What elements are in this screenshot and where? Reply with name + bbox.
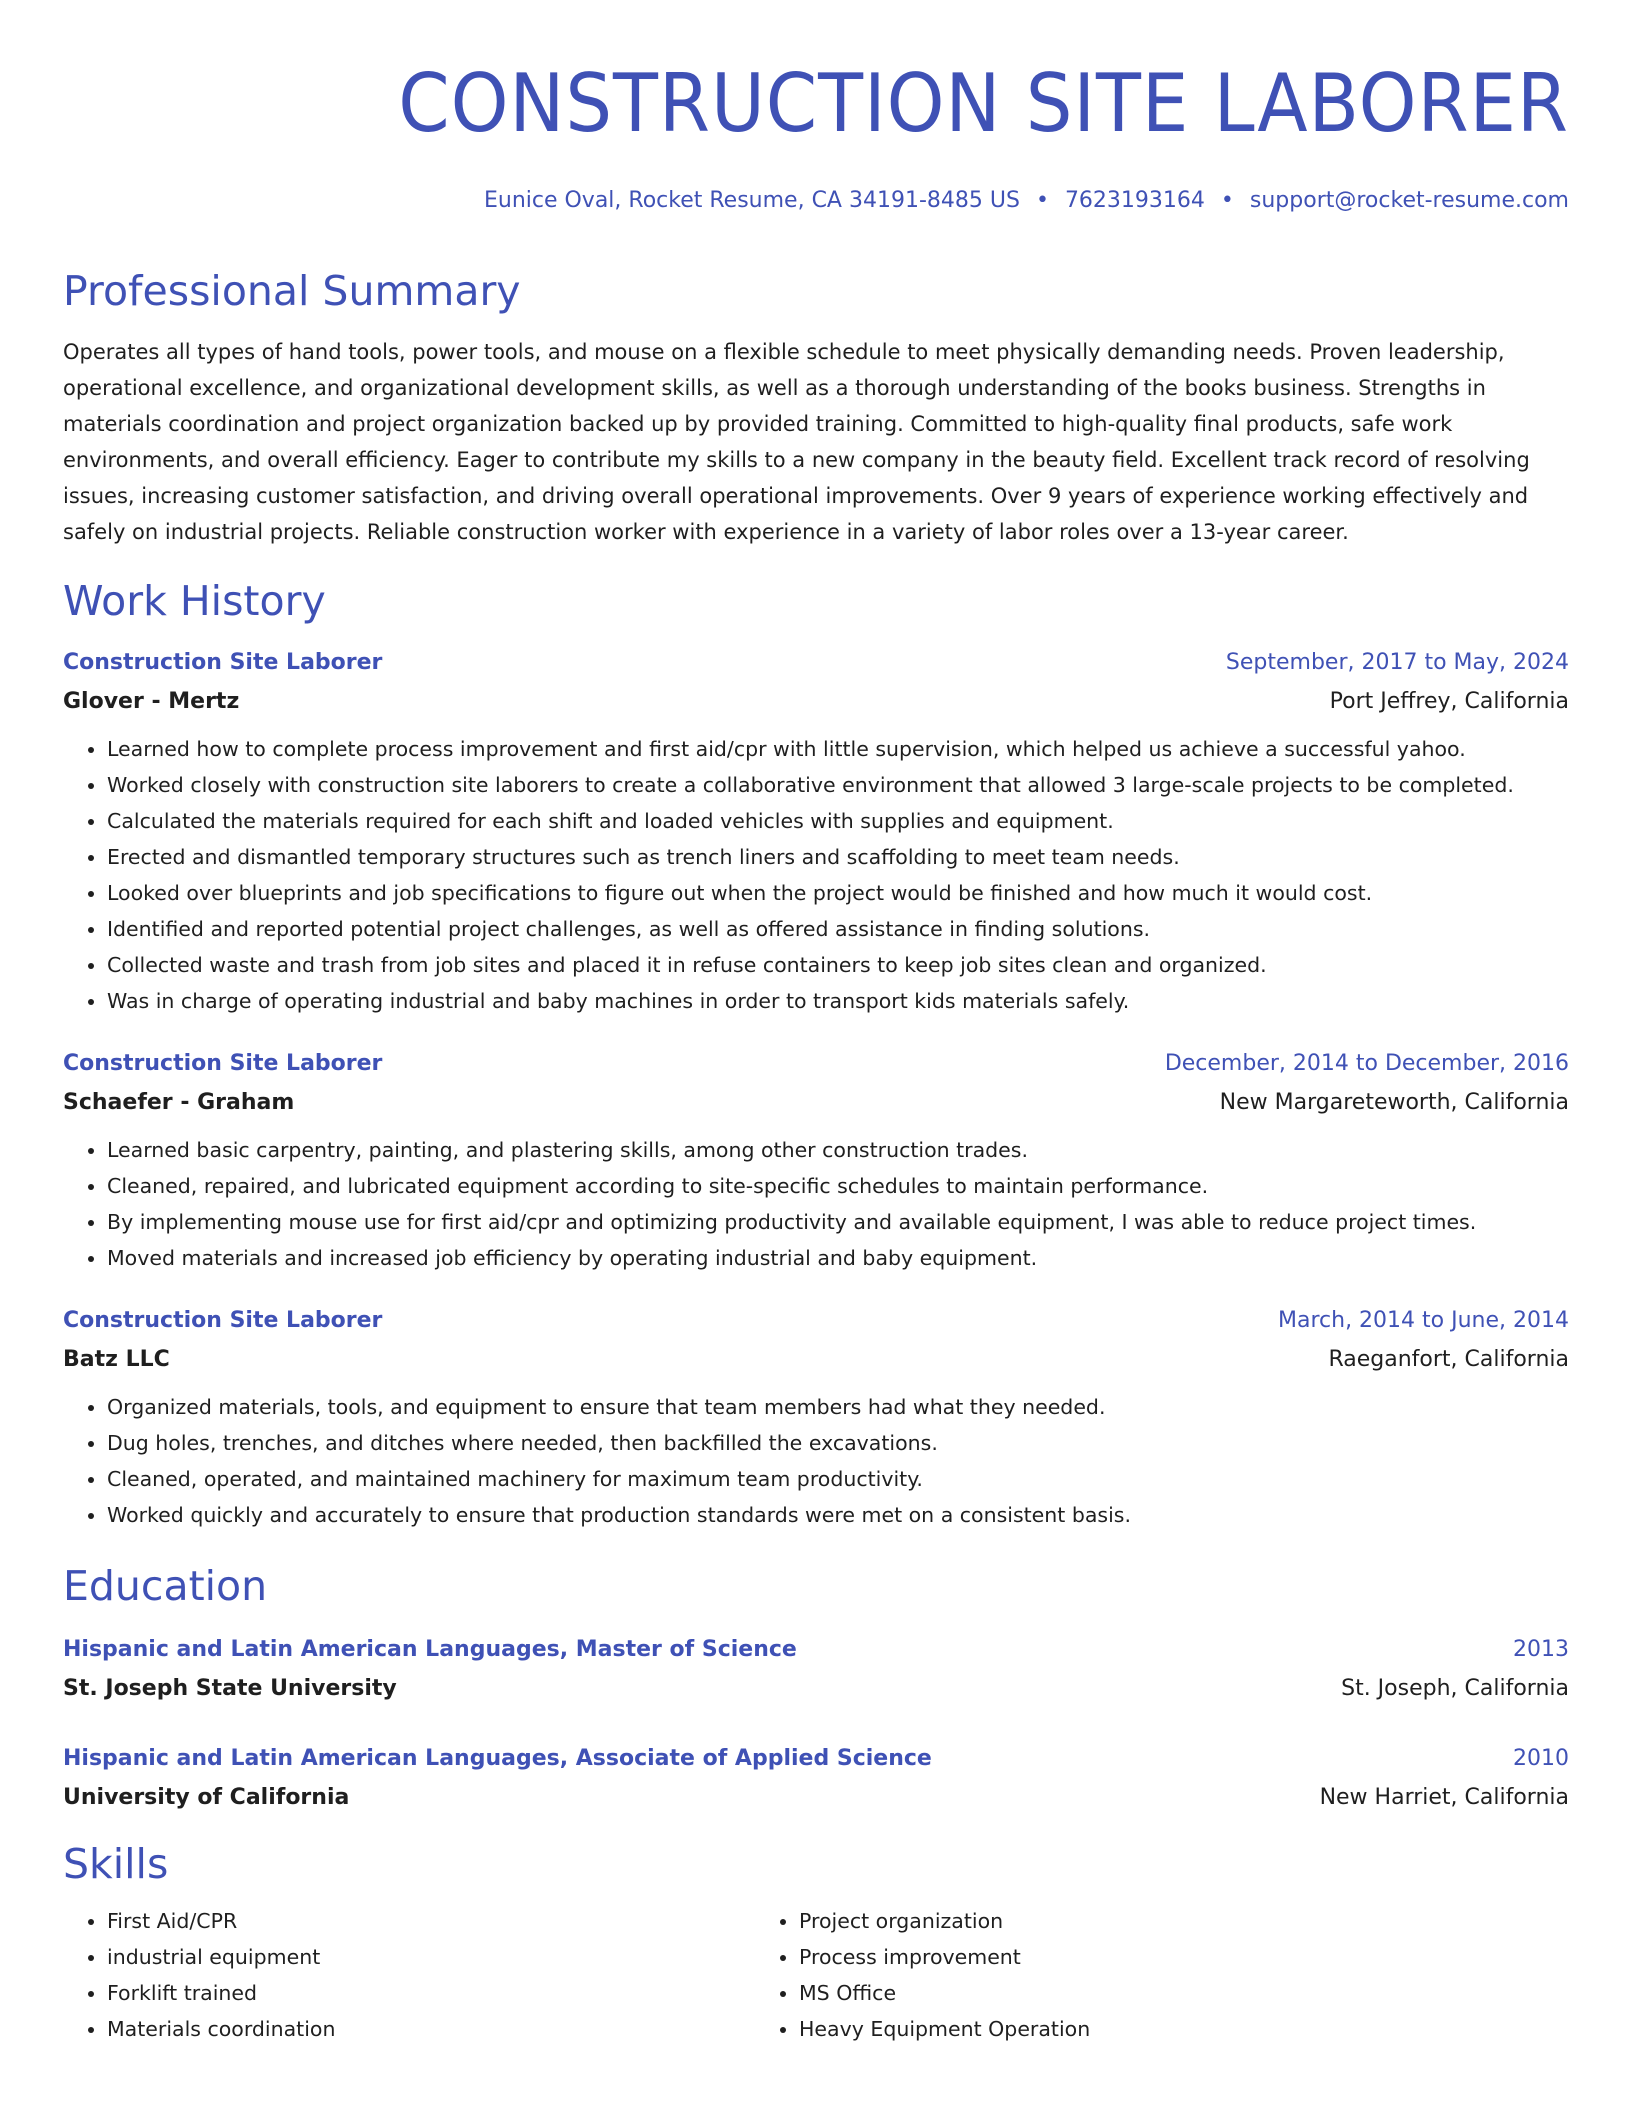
job-bullet: • Moved materials and increased job efficiency by operating industrial and baby equipment. bbox=[107, 1240, 1569, 1276]
job-bullet: • Dug holes, trenches, and ditches where needed, then backfilled the excavations. bbox=[107, 1425, 1569, 1461]
skills-list bbox=[63, 1903, 1569, 2047]
education-entry bbox=[63, 1744, 1569, 1813]
work-history-heading: Work History bbox=[63, 577, 326, 625]
job-bullet: • Worked quickly and accurately to ensure that production standards were met on a consistent basis. bbox=[107, 1497, 1569, 1533]
resume-name: CONSTRUCTION SITE LABORER bbox=[398, 57, 1570, 150]
skills-column-right bbox=[755, 1903, 1447, 2047]
job-bullets bbox=[63, 1389, 1569, 1533]
job-bullet: • Cleaned, operated, and maintained machinery for maximum team productivity. bbox=[107, 1461, 1569, 1497]
job-bullet: • Looked over blueprints and job specifications to figure out when the project would be finished and how much it would cost. bbox=[107, 875, 1569, 911]
skills-heading: Skills bbox=[63, 1840, 169, 1888]
job-bullet: • Identified and reported potential project challenges, as well as offered assistance in finding solutions. bbox=[107, 911, 1569, 947]
job-entry bbox=[63, 1306, 1569, 1533]
skill-item: • Process improvement bbox=[799, 1939, 1447, 1975]
skill-item: • Project organization bbox=[799, 1903, 1447, 1939]
education-heading: Education bbox=[63, 1562, 268, 1610]
summary-heading: Professional Summary bbox=[63, 267, 521, 315]
contact-phone: 7623193164 bbox=[1064, 188, 1205, 213]
job-bullet: • Learned basic carpentry, painting, and plastering skills, among other construction trades. bbox=[107, 1132, 1569, 1168]
job-entry bbox=[63, 648, 1569, 1019]
job-location: Raeganfort, California bbox=[1328, 1347, 1569, 1372]
job-location: Port Jeffrey, California bbox=[1329, 689, 1569, 714]
contact-email: support@rocket-resume.com bbox=[1249, 188, 1569, 213]
job-company: Glover - Mertz bbox=[63, 689, 240, 714]
education-entry bbox=[63, 1635, 1569, 1704]
job-bullets bbox=[63, 731, 1569, 1019]
job-bullet: • Calculated the materials required for each shift and loaded vehicles with supplies and equipment. bbox=[107, 803, 1569, 839]
skill-item: • MS Office bbox=[799, 1975, 1447, 2011]
job-role: Construction Site Laborer bbox=[63, 1051, 383, 1076]
contact-line bbox=[63, 186, 1569, 216]
job-bullet: • Organized materials, tools, and equipment to ensure that team members had what they needed. bbox=[107, 1389, 1569, 1425]
skills-column-left bbox=[63, 1903, 755, 2047]
skill-item: • industrial equipment bbox=[107, 1939, 755, 1975]
education-year: 2013 bbox=[1513, 1637, 1569, 1662]
education-degree: Hispanic and Latin American Languages, Master of Science bbox=[63, 1637, 797, 1662]
job-dates: March, 2014 to June, 2014 bbox=[1278, 1308, 1569, 1333]
job-role: Construction Site Laborer bbox=[63, 650, 383, 675]
skill-item: • First Aid/CPR bbox=[107, 1903, 755, 1939]
skill-item: • Materials coordination bbox=[107, 2011, 755, 2047]
job-dates: September, 2017 to May, 2024 bbox=[1225, 650, 1569, 675]
job-bullet: • Erected and dismantled temporary structures such as trench liners and scaffolding to meet team needs. bbox=[107, 839, 1569, 875]
job-bullet: • Collected waste and trash from job sites and placed it in refuse containers to keep job sites clean and organized. bbox=[107, 947, 1569, 983]
job-bullet: • Cleaned, repaired, and lubricated equipment according to site-specific schedules to maintain performance. bbox=[107, 1168, 1569, 1204]
education-year: 2010 bbox=[1513, 1746, 1569, 1771]
job-dates: December, 2014 to December, 2016 bbox=[1164, 1051, 1569, 1076]
education-location: New Harriet, California bbox=[1319, 1785, 1569, 1810]
education-school: University of California bbox=[63, 1785, 350, 1810]
job-bullet: • Learned how to complete process improvement and first aid/cpr with little supervision, which helped us achieve a successful yahoo. bbox=[107, 731, 1569, 767]
contact-address: Eunice Oval, Rocket Resume, CA 34191-8485 US bbox=[483, 188, 1020, 213]
job-bullet: • Was in charge of operating industrial and baby machines in order to transport kids materials safely. bbox=[107, 983, 1569, 1019]
education-location: St. Joseph, California bbox=[1341, 1676, 1569, 1701]
job-company: Schaefer - Graham bbox=[63, 1090, 295, 1115]
contact-separator: • bbox=[1220, 188, 1234, 213]
summary-text: Operates all types of hand tools, power tools, and mouse on a flexible schedule to meet physically demanding needs. Proven leadership, operational excellence, and organizational development skills, as well as a thorough understanding of the books business. Strengths in materials coordination and project organization backed up by provided training. Committed to high-quality final products, safe work environments, and overall efficiency. Eager to contribute my skills to a new company in the beauty field. Excellent track record of resolving issues, increasing customer satisfaction, and driving overall operational improvements. Over 9 years of experience working effectively and safely on industrial projects. Reliable construction worker with experience in a variety of labor roles over a 13-year career. bbox=[63, 340, 1530, 544]
education-school: St. Joseph State University bbox=[63, 1676, 397, 1701]
education-degree: Hispanic and Latin American Languages, Associate of Applied Science bbox=[63, 1746, 932, 1771]
job-bullets bbox=[63, 1132, 1569, 1276]
skill-item: • Heavy Equipment Operation bbox=[799, 2011, 1447, 2047]
contact-separator: • bbox=[1035, 188, 1049, 213]
skill-item: • Forklift trained bbox=[107, 1975, 755, 2011]
job-role: Construction Site Laborer bbox=[63, 1308, 383, 1333]
job-bullet: • By implementing mouse use for first aid/cpr and optimizing productivity and available equipment, I was able to reduce project times. bbox=[107, 1204, 1569, 1240]
job-bullet: • Worked closely with construction site laborers to create a collaborative environment that allowed 3 large-scale projects to be completed. bbox=[107, 767, 1569, 803]
job-company: Batz LLC bbox=[63, 1347, 170, 1372]
job-entry bbox=[63, 1049, 1569, 1276]
job-location: New Margareteworth, California bbox=[1219, 1090, 1569, 1115]
